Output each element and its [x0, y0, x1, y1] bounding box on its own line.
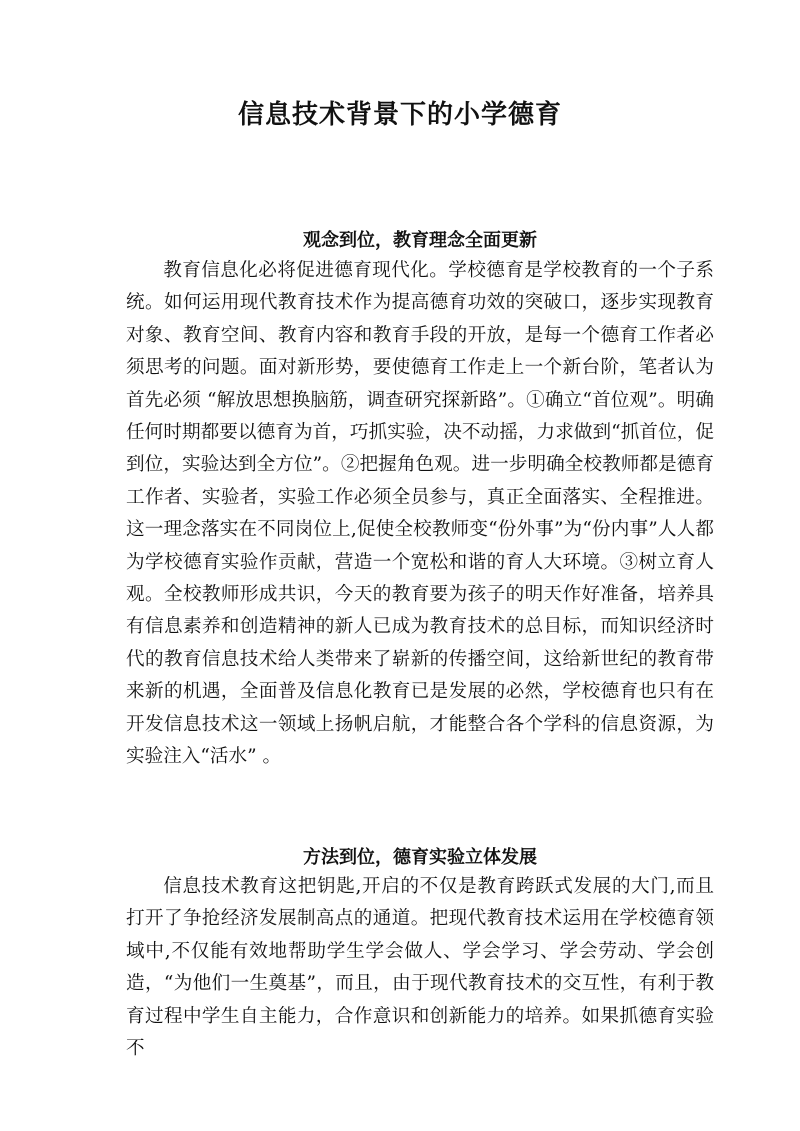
section-body-2: 信息技术教育这把钥匙,开启的不仅是教育跨跃式发展的大门,而且打开了争抢经济发展制高点的通道。把现代教育技术运用在学校德育领域中,不仅能有效地帮助学生学会做人、学会学习、学会劳动、学会创造，“为他们一生奠基”，而且，由于现代教育技术的交互性，有利于教育过程中学生自主能力，合作意识和创新能力的培养。如果抓德育实验不 — [126, 876, 714, 1060]
section-heading-1: 观念到位，教育理念全面更新 — [303, 230, 537, 251]
section-heading-2: 方法到位，德育实验立体发展 — [303, 847, 537, 868]
section-body-1: 教育信息化必将促进德育现代化。学校德育是学校教育的一个子系统。如何运用现代教育技术作为提高德育功效的突破口，逐步实现教育对象、教育空间、教育内容和教育手段的开放，是每一个德育工作者必须思考的问题。面对新形势，要使德育工作走上一个新台阶，笔者认为首先必须 “解放思想换脑筋，调查研究探新路”。①确立“首位观”。明确任何时期都要以德育为首，巧抓实验，决不动摇，力求做到“抓首位，促到位，实验达到全方位”。②把握角色观。进一步明确全校教师都是德育工作者、实验者，实验工作必须全员参与，真正全面落实、全程推进。这一理念落实在不同岗位上,促使全校教师变“份外事”为“份内事”人人都为学校德育实验作贡献，营造一个宽松和谐的育人大环境。③树立育人观。全校教师形成共识，今天的教育要为孩子的明天作好准备，培养具有信息素养和创造精神的新人已成为教育技术的总目标，而知识经济时代的教育信息技术给人类带来了崭新的传播空间，这给新世纪的教育带来新的机遇，全面普及信息化教育已是发展的必然，学校德育也只有在开发信息技术这一领域上扬帆启航，才能整合各个学科的信息资源，为实验注入“活水” 。 — [126, 260, 714, 768]
document-title: 信息技术背景下的小学德育 — [237, 100, 562, 130]
